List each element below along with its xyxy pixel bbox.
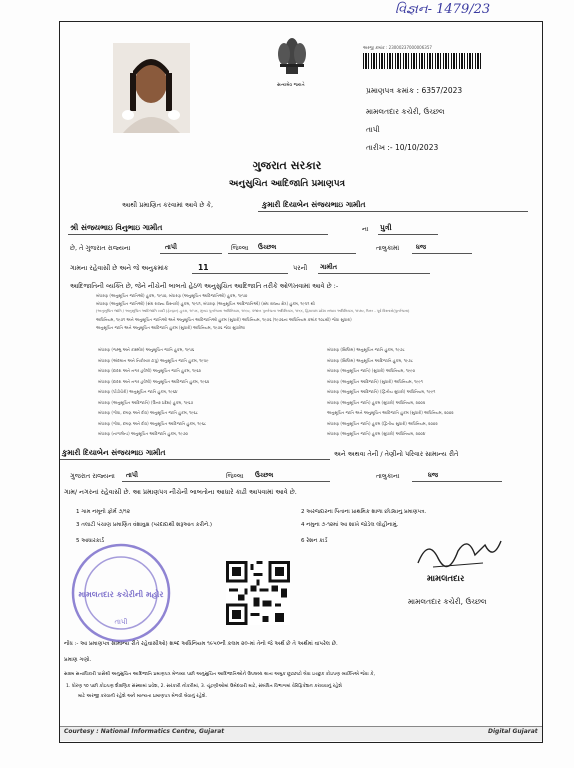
- qr-code: [226, 561, 290, 625]
- office-stamp: [70, 542, 172, 644]
- date-row: [366, 143, 438, 153]
- fine-print-2: બંધારણ (અનુસૂચિત જાતિઓ) (સંઘ રાજ્ય વિસ્તારો) હુકમ, ૧૯૫૧, બંધારણ (અનુસૂચિત આદિજાતિઓ) (સંઘ રાજ્ય ક્ષેત્ર) હુકમ, ૧૯૫૧ થી: [96, 301, 315, 306]
- taluka-label: તાલુકામાં: [376, 244, 400, 252]
- orders_left-item: બંધારણ (અનુસૂચિત આદિજાતિ) (ઉત્તર પ્રદેશ) હુકમ, ૧૯૬૭: [98, 399, 194, 405]
- state-text: છે, તે ગુજરાત રાજ્યના: [70, 244, 131, 252]
- national-emblem-icon: [272, 32, 312, 84]
- barcode: [363, 53, 481, 69]
- relation: પુત્રી: [380, 223, 392, 232]
- issue-date: 10/10/2023: [395, 143, 439, 152]
- cert-number-row: [366, 86, 462, 96]
- barcode-label: અરજી ક્રમાંક : 23000237000006357: [363, 45, 432, 50]
- orders_right-item: બંધારણ (અનુસૂચિત જાતિ) (સુધારો) અધિનિયમ, ૧૯૯૦: [327, 368, 416, 373]
- emblem-caption: સત્યમેવ જયતે: [277, 83, 305, 88]
- tribe-name: ગામીત: [320, 263, 338, 271]
- orders_left-item: બંધારણ (જમ્મુ અને કાશ્મીર) અનુસૂચિત જાતિ હુકમ, ૧૯૫૬: [98, 347, 195, 352]
- stamp-text: મામલતદાર કચેરીની મહોર: [78, 590, 164, 599]
- date-label: તારીખ :-: [366, 143, 393, 152]
- cert-number-label: પ્રમાણપત્ર ક્રમાંક :: [366, 86, 420, 95]
- stamp-place: તાપી: [114, 618, 128, 626]
- orders_right-item: બંધારણ (સિક્કિમ) અનુસૂચિત જાતિ હુકમ, ૧૯૭૮: [327, 347, 405, 352]
- taluka-2: ઉચ્છલ: [255, 471, 274, 479]
- orders_left-item: બંધારણ (ગોવા, દમણ અને દીવ) અનુસૂચિત આદિજાતિ હુકમ, ૧૯૬૮: [98, 420, 207, 426]
- fine-print-5: અનુસૂચિત જાતિ અને અનુસૂચિત આદિજાતિ હુકમ (સુધારો) અધિનિયમ, ૧૯૭૬ જેવા સુધારેલા: [96, 325, 245, 330]
- orders_left-item: બંધારણ (પોંડીચેરી) અનુસૂચિત જાતિ હુકમ, ૧૯૬૪: [98, 389, 178, 394]
- orders_right-item: બંધારણ (સિક્કિમ) અનુસૂચિત આદિજાતિ હુકમ, ૧૯૭૮: [327, 357, 414, 363]
- note-continuation: પ્રમાણ ગણો.: [64, 657, 92, 663]
- signature: [413, 533, 503, 573]
- orders_right-item: બંધારણ (અનુસૂચિત આદિજાતિ) (દ્વિતીય સુધારો) અધિનિયમ, ૧૯૯૧: [327, 389, 436, 394]
- orders_left-item: બંધારણ (નાગાલેન્ડ) અનુસૂચિત આદિજાતિ હુકમ, ૧૯૭૦: [98, 431, 188, 436]
- village-2: ધજ: [428, 471, 439, 479]
- certificate-title: અનુસુચિત આદિજાતિ પ્રમાણપત્ર: [228, 179, 346, 189]
- orders_right-item: બંધારણ (અનુસૂચિત જાતિ) હુકમ (દ્વિતીય સુધારો) અધિનિયમ, ૨૦૦૨: [327, 420, 438, 426]
- serial-number: 11: [198, 263, 209, 272]
- orders_left-item: બંધારણ (ગોવા, દમણ અને દીવ) અનુસૂચિત જાતિ હુકમ, ૧૯૬૮: [98, 410, 198, 415]
- orders_right-item: અનુસૂચિત જાતિ અને અનુસૂચિત આદિજાતિ હુકમ (સુધારો) અધિનિયમ, ૨૦૦૨: [327, 410, 454, 415]
- taluka-label-2: તાલુકાના: [376, 472, 400, 480]
- note-text: નોંધ :- આ પ્રમાણપત્ર સામાન્ય રીતે રહેવાસીઓ) શબ્દ અધિનિયમ ૧૯૫૦ની કલમ ૨૦-માં તેનો જે અર્થ છે તે અર્થમાં વાપરેલ છે.: [64, 641, 338, 647]
- certify-prefix: આથી પ્રમાણિત કરવામાં આવે છે કે,: [122, 201, 214, 209]
- signatory-title: મામલતદાર: [427, 574, 465, 584]
- cert-number: 6357/2023: [421, 86, 463, 95]
- office-district: તાપી: [366, 125, 380, 134]
- doc-item-5: 5 આધારકાર્ડ: [76, 538, 104, 544]
- orders_right-item: બંધારણ (અનુસૂચિત જાતિ) હુકમ (સુધારો) અધિનિયમ, ૨૦૦૪: [327, 431, 426, 436]
- pari-label: પરની: [293, 264, 308, 272]
- orders_left-item: બંધારણ (દાદરા અને નગર હવેલી) અનુસૂચિત આદિજાતિ હુકમ, ૧૯૬૨: [98, 378, 210, 384]
- father-name: શ્રી સંજયભાઇ વિનુભાઇ ગામીત: [70, 223, 163, 232]
- district-label-2: જિલ્લા: [226, 472, 244, 480]
- footer-para-2: 1. ધોરણ ૧૦ પછી કોઇપણ શૈક્ષણિક સંસ્થામાં પ્રવેશ, 2. સરકારી નોકરીમાં, 3. ચૂંટણીઓમાં ઉમેદવારી માટે, સંબંધિત વિભાગમાં વેરિફિકેશન કરાવવાનું રહેશે: [66, 684, 342, 689]
- doc-item-4: 4 નમુના ૭-૧૨માં આ શાખે જોડેલ લોહીનામું.: [301, 522, 399, 528]
- family-text: અને અથવા તેની / તેણીનો પરિવાર સામાન્ય રીતે: [334, 450, 459, 458]
- state-text-2: ગુજરાત રાજ્યના: [70, 472, 115, 480]
- office-name: મામલતદાર કચેરી, ઉચ્છલ: [366, 107, 445, 116]
- doc-item-3: 3 તલાટી પંચાણ પ્રમાણિત વંશાવુક્ષ (પરદાદાથી શરૂઆત કરીને.): [76, 522, 212, 528]
- doc-item-6: 6 રેશન કાર્ડ: [301, 538, 328, 544]
- district-2: તાપી: [126, 471, 138, 479]
- orders_left-item: બંધારણ (દાદરા અને નગર હવેલી) અનુસૂચિત જાતિ હુકમ, ૧૯૬૨: [98, 368, 201, 373]
- orders_right-item: બંધારણ (અનુસૂચિત આદિજાતિ) (સુધારો) અધિનિયમ, ૧૯૯૧: [327, 378, 423, 384]
- taluka: ઉચ્છલ: [258, 243, 277, 251]
- basis-text: ગામ/ નગરનાં રહેવાસી છે. આ પ્રમાણપત્ર નીચેની બાબતોના આધારે કાઢી આપવામાં આવે છે.: [64, 488, 297, 496]
- fine-print-3: (અનુસૂચિત જાતિ / અનુસૂચિત આદિજાતિ યાદી (ફેરફાર) હુકમ, ૧૯૫૬, મુંબઇ પુનર્રચના અધિનિયમ, ૧૯૬૦, પંજાબ પુનર્રચના અધિનિયમ, ૧૯૬૬, હિમાચલ પ્રદેશ રાજ્ય અધિનિયમ, ૧૯૭૦, ઉત્તર - પૂર્વ વિસ્તારો(પુનર્રચના): [96, 309, 410, 313]
- signatory-office: મામલતદાર કચેરી, ઉચ્છલ: [408, 597, 487, 606]
- applicant-name: કુમારી દિયાબેન સંજયભાઇ ગામીત: [262, 200, 366, 209]
- orders_left-item: બંધારણ (અંદમાન અને નિકોબાર ટાપુ) અનુસૂચિત જાતિ હુકમ, ૧૯૫૯: [98, 357, 209, 363]
- footer-brand: Digital Gujarat: [488, 728, 538, 735]
- fine-print-4: અધિનિયમ, ૧૯૭૧ અને અનુસૂચિત જાતિઓ અને અનુસૂચિત આદિજાતિઓ હુકમ (સુધારો) અધિનિયમ, ૧૯૭૬ (૧૯૭૬ના અધિનિયમ ક્રમાંક ૧૦૮થી) જેવા સુધારા): [96, 317, 352, 322]
- district-label: જિલ્લા: [231, 244, 249, 252]
- applicant-photo: [113, 43, 190, 133]
- doc-item-2: 2 અરજદારના પિતાના પ્રાથમિક શાળા છોડ્યાનુ પ્રમાણપત્ર.: [301, 509, 427, 515]
- na-label: ના: [362, 225, 369, 233]
- footer-courtesy: Courtesy : National Informatics Centre, Gujarat: [64, 728, 225, 735]
- footer-para-1: સક્ષમ સત્તાધિકારી પાસેથી અનુસુચિત આદિજાતિ પ્રમાણપત્ર મેળવ્યા પછી અનુસુચિત આદિજાતિઓને ઉપલબ્ધ થાતા અમુક છૂટછાટો લેવા ઇચ્છુક કોઇપણ વ્યક્તિએ જેવા કે,: [64, 672, 375, 677]
- government-title: ગુજરાત સરકાર: [252, 159, 322, 172]
- footer-para-3: માટે અરજી કરવાની રહેશે અને માન્યતા પ્રમાણપત્ર મેળવી લેવાનું રહેશે.: [78, 694, 207, 699]
- recognition-text: આદિજાતિની વ્યક્તિ છે, જેને નીચેની બાબતો હેઠળ અનુસુચિત આદિજાતિ તરીકે ઓળખવામાં આવે છે :-: [70, 282, 339, 290]
- doc-item-1: 1 ગામ નમૂનો ફોર્મ ૭/૧૨: [76, 509, 130, 515]
- orders_right-item: બંધારણ (અનુસૂચિત જાતિ) હુકમ (સુધારો) અધિનિયમ, ૨૦૦૨: [327, 399, 426, 405]
- district: તાપી: [165, 243, 177, 251]
- applicant-name-2: કુમારી દિયાબેન સંજયભાઇ ગામીત: [62, 448, 166, 457]
- village: ધજ: [416, 243, 427, 251]
- fine-print-1: બંધારણ (અનુસૂચિત જાતિઓ) હુકમ, ૧૯૫૦, બંધારણ (અનુસૂચિત આદિજાતિઓ) હુકમ, ૧૯૫૦: [96, 293, 248, 298]
- resident-text: ગામના રહેવાસી છે અને જે અનુક્રમાંક: [70, 264, 169, 272]
- handwritten-reference: વિજ્ઞન- 1479/23: [395, 2, 491, 17]
